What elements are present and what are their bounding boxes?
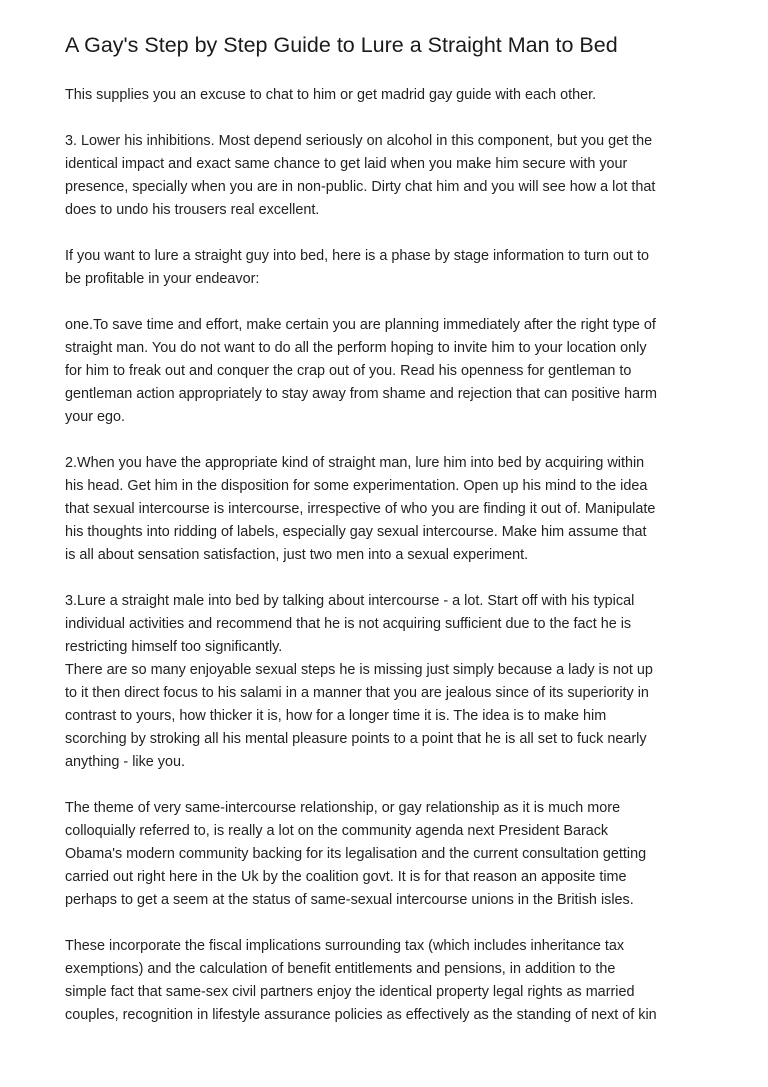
text-line: contrast to yours, how thicker it is, how for a longer time it is. The idea is to make him <box>65 708 607 724</box>
text-line: scorching by stroking all his mental pleasure points to a point that he is all set to fuck nearly <box>65 731 647 747</box>
text-line: carried out right here in the Uk by the coalition govt. It is for that reason an apposite time <box>65 869 627 885</box>
text-line: that sexual intercourse is intercourse, irrespective of who you are finding it out of. Manipulate <box>65 501 656 517</box>
text-line: is all about sensation satisfaction, just two men into a sexual experiment. <box>65 547 529 563</box>
text-line: restricting himself too significantly. <box>65 639 283 655</box>
text-line: gentleman action appropriately to stay away from shame and rejection that can positive harm <box>65 386 657 402</box>
document-title: A Gay's Step by Step Guide to Lure a Straight Man to Bed <box>65 33 618 57</box>
paragraph <box>65 314 705 429</box>
text-line: The theme of very same-intercourse relationship, or gay relationship as it is much more <box>65 800 621 816</box>
text-line: simple fact that same-sex civil partners enjoy the identical property legal rights as married <box>65 984 635 1000</box>
paragraph <box>65 590 705 659</box>
text-line: identical impact and exact same chance to get laid when you make him secure with your <box>65 156 628 172</box>
text-line: anything - like you. <box>65 754 185 770</box>
text-line: Obama's modern community backing for its legalisation and the current consultation getting <box>65 846 647 862</box>
text-line: This supplies you an excuse to chat to him or get madrid gay guide with each other. <box>65 87 597 103</box>
paragraph <box>65 659 705 774</box>
paragraph <box>65 797 705 912</box>
text-line: perhaps to get a seem at the status of same-sexual intercourse unions in the British isles. <box>65 892 634 908</box>
text-line: does to undo his trousers real excellent. <box>65 202 320 218</box>
text-line: presence, specially when you are in non-public. Dirty chat him and you will see how a lot that <box>65 179 656 195</box>
text-line: There are so many enjoyable sexual steps he is missing just simply because a lady is not up <box>65 662 653 678</box>
text-line: If you want to lure a straight guy into bed, here is a phase by stage information to turn out to <box>65 248 649 264</box>
text-line: your ego. <box>65 409 126 425</box>
document-page <box>65 30 705 1027</box>
text-line: 2.When you have the appropriate kind of straight man, lure him into bed by acquiring within <box>65 455 645 471</box>
text-line: his head. Get him in the disposition for some experimentation. Open up his mind to the idea <box>65 478 648 494</box>
text-line: exemptions) and the calculation of benefit entitlements and pensions, in addition to the <box>65 961 616 977</box>
text-line: one.To save time and effort, make certain you are planning immediately after the right type of <box>65 317 656 333</box>
paragraph <box>65 452 705 567</box>
text-line: for him to freak out and conquer the crap out of you. Read his openness for gentleman to <box>65 363 632 379</box>
document-body <box>65 84 705 1027</box>
text-line: to it then direct focus to his salami in a manner that you are jealous since of its superiority in <box>65 685 649 701</box>
text-line: colloquially referred to, is really a lot on the community agenda next President Barack <box>65 823 609 839</box>
paragraph <box>65 935 705 1027</box>
paragraph <box>65 245 705 291</box>
text-line: his thoughts into ridding of labels, especially gay sexual intercourse. Make him assume that <box>65 524 647 540</box>
text-line: be profitable in your endeavor: <box>65 271 260 287</box>
text-line: straight man. You do not want to do all the perform hoping to invite him to your location only <box>65 340 647 356</box>
text-line: 3.Lure a straight male into bed by talking about intercourse - a lot. Start off with his typical <box>65 593 635 609</box>
text-line: 3. Lower his inhibitions. Most depend seriously on alcohol in this component, but you get the <box>65 133 653 149</box>
paragraph <box>65 84 705 107</box>
text-line: These incorporate the fiscal implications surrounding tax (which includes inheritance tax <box>65 938 625 954</box>
text-line: individual activities and recommend that he is not acquiring sufficient due to the fact he is <box>65 616 632 632</box>
paragraph <box>65 130 705 222</box>
text-line: couples, recognition in lifestyle assurance policies as effectively as the standing of next of kin <box>65 1007 657 1023</box>
